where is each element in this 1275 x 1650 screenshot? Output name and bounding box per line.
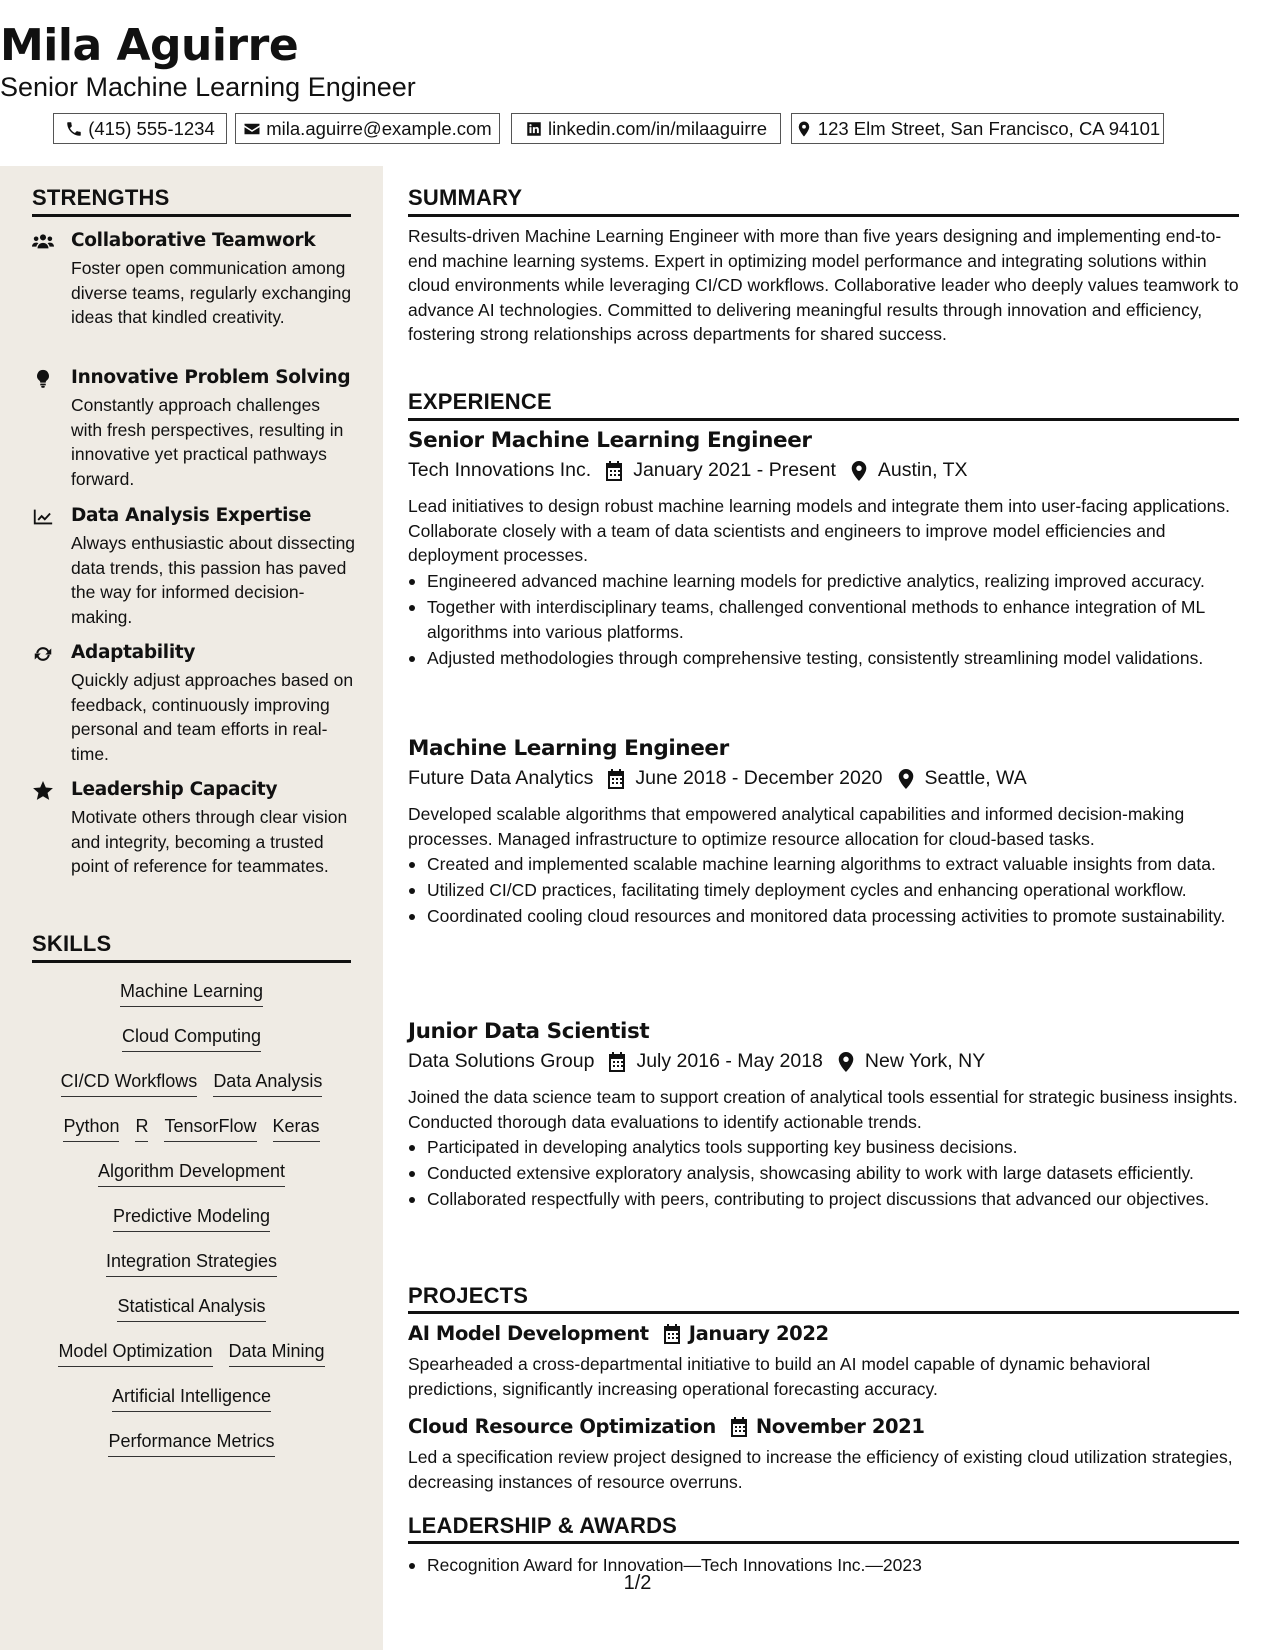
strength-description: Quickly adjust approaches based on feedback, continuously improving personal and team efforts in real-time.	[71, 670, 354, 764]
strengths-divider	[32, 214, 351, 217]
project-description: Spearheaded a cross-departmental initiative to build an AI model capable of dynamic behavioral predictions, significantly increasing operational forecasting accuracy.	[408, 1354, 1151, 1399]
job-location: Austin, TX	[877, 459, 968, 481]
linkedin-icon	[525, 120, 543, 138]
job-description: Joined the data science team to support creation of analytical tools essential for strategic business insights. Conducted thorough data evaluations to identify actionable trends.	[408, 1087, 1238, 1132]
job-meta	[408, 1050, 985, 1073]
summary-text: Results-driven Machine Learning Engineer with more than five years designing and implementing end-to-end machine learning systems. Expert in optimizing model performance and integrating solutions within cloud environments while leveraging CI/CD workflows. Collaborative leader who deeply values teamwork to advance AI technologies. Committed to delivering meaningful results through innovation and efficiency, fostering strong relationships across departments for shared success.	[408, 226, 1239, 344]
phone-icon	[65, 120, 83, 138]
job-meta	[408, 767, 1027, 790]
project-title-row	[408, 1415, 925, 1438]
job-location: Seattle, WA	[924, 767, 1027, 789]
skills-row	[32, 981, 351, 1007]
skills-row	[32, 1251, 351, 1277]
strength-title: Data Analysis Expertise	[71, 505, 312, 526]
project-title-row	[408, 1322, 829, 1345]
contact-bar	[0, 113, 1275, 145]
calendar-icon	[663, 1324, 681, 1344]
summary-heading: SUMMARY	[408, 185, 523, 210]
skills-heading: SKILLS	[32, 931, 112, 956]
skill-tag: Algorithm Development	[98, 1161, 285, 1187]
job-bullets	[408, 569, 1239, 672]
skill-tag: Statistical Analysis	[117, 1296, 265, 1322]
bullet-item: Adjusted methodologies through comprehensive testing, consistently streamlining model validations.	[408, 646, 1239, 671]
lightbulb-icon	[32, 369, 56, 389]
contact-address	[791, 113, 1164, 144]
page-number: 1/2	[623, 1572, 652, 1594]
bullet-item: Utilized CI/CD practices, facilitating timely deployment cycles and enhancing operational workflow.	[408, 878, 1239, 903]
strength-description: Motivate others through clear vision and integrity, becoming a trusted point of reference for teammates.	[71, 807, 348, 876]
award-item: Recognition Award for Innovation—Tech Innovations Inc.—2023	[408, 1553, 1239, 1578]
job-bullets	[408, 852, 1239, 930]
bullet-item: Conducted extensive exploratory analysis, showcasing ability to work with large datasets efficiently.	[408, 1161, 1239, 1186]
job-company: Tech Innovations Inc.	[408, 459, 592, 481]
skill-tag: Python	[63, 1116, 119, 1142]
strengths-heading: STRENGTHS	[32, 185, 170, 210]
project-title: Cloud Resource Optimization	[408, 1415, 716, 1438]
users-icon	[32, 232, 56, 252]
job-meta	[408, 459, 968, 482]
skill-tag: Model Optimization	[58, 1341, 212, 1367]
candidate-title: Senior Machine Learning Engineer	[0, 72, 416, 102]
contact-email-text: mila.aguirre@example.com	[266, 117, 492, 139]
calendar-icon	[608, 1052, 626, 1072]
skill-tag: R	[135, 1116, 148, 1142]
skill-tag: Artificial Intelligence	[112, 1386, 271, 1412]
contact-linkedin[interactable]	[511, 113, 781, 144]
bullet-item: Collaborated respectfully with peers, contributing to project discussions that advanced our objectives.	[408, 1187, 1239, 1212]
job-description: Developed scalable algorithms that empowered analytical capabilities and informed decision-making processes. Managed infrastructure to optimize resource allocation for cloud-based tasks.	[408, 804, 1185, 849]
skills-row	[32, 1116, 351, 1142]
strength-title: Leadership Capacity	[71, 779, 278, 800]
experience-divider	[408, 418, 1239, 421]
skill-tag: Data Analysis	[213, 1071, 322, 1097]
skills-row	[32, 1206, 351, 1232]
skills-row	[32, 1296, 351, 1322]
leadership-divider	[408, 1541, 1239, 1544]
bullet-item: Created and implemented scalable machine learning algorithms to extract valuable insights from data.	[408, 852, 1239, 877]
strength-title: Innovative Problem Solving	[71, 367, 351, 388]
contact-address-text: 123 Elm Street, San Francisco, CA 94101	[817, 117, 1161, 139]
strength-description: Always enthusiastic about dissecting data trends, this passion has paved the way for informed decision-making.	[71, 533, 356, 627]
skill-tag: Keras	[273, 1116, 320, 1142]
leadership-heading: LEADERSHIP & AWARDS	[408, 1513, 678, 1538]
skills-divider	[32, 960, 351, 963]
refresh-icon	[32, 644, 56, 664]
map-pin-icon	[850, 461, 868, 481]
job-title: Junior Data Scientist	[408, 1019, 650, 1044]
bullet-item: Coordinated cooling cloud resources and monitored data processing activities to promote sustainability.	[408, 904, 1239, 929]
project-date: November 2021	[755, 1415, 925, 1438]
job-title: Machine Learning Engineer	[408, 736, 729, 761]
map-pin-icon	[837, 1052, 855, 1072]
contact-phone[interactable]	[53, 113, 227, 144]
candidate-name: Mila Aguirre	[0, 20, 299, 71]
projects-heading: PROJECTS	[408, 1283, 529, 1308]
bullet-item: Participated in developing analytics tools supporting key business decisions.	[408, 1135, 1239, 1160]
summary-divider	[408, 214, 1239, 217]
job-bullets	[408, 1135, 1239, 1213]
star-icon	[32, 781, 56, 801]
strength-description: Constantly approach challenges with fresh perspectives, resulting in innovative yet practical pathways forward.	[71, 395, 344, 489]
strength-title: Collaborative Teamwork	[71, 230, 316, 251]
job-dates: June 2018 - December 2020	[635, 767, 883, 789]
map-pin-icon	[897, 769, 915, 789]
project-description: Led a specification review project designed to increase the efficiency of existing cloud utilization strategies, decreasing instances of resource overruns.	[408, 1447, 1233, 1492]
skill-tag: Data Mining	[229, 1341, 325, 1367]
skills-row	[32, 1386, 351, 1412]
skill-tag: Machine Learning	[120, 981, 263, 1007]
calendar-icon	[730, 1417, 748, 1437]
skill-tag: Integration Strategies	[106, 1251, 277, 1277]
strength-description: Foster open communication among diverse teams, regularly exchanging ideas that kindled creativity.	[71, 258, 352, 327]
project-title: AI Model Development	[408, 1322, 649, 1345]
calendar-icon	[605, 461, 623, 481]
contact-email[interactable]	[235, 113, 500, 144]
skills-row	[32, 1026, 351, 1052]
projects-divider	[408, 1311, 1239, 1314]
chart-line-icon	[32, 507, 56, 527]
skills-row	[32, 1341, 351, 1367]
skill-tag: Predictive Modeling	[113, 1206, 270, 1232]
job-title: Senior Machine Learning Engineer	[408, 428, 812, 453]
skill-tag: CI/CD Workflows	[61, 1071, 198, 1097]
skills-row	[32, 1431, 351, 1457]
map-pin-icon	[795, 120, 813, 138]
job-dates: January 2021 - Present	[633, 459, 836, 481]
sidebar	[0, 166, 383, 1650]
job-description: Lead initiatives to design robust machine learning models and integrate them into user-facing applications. Collaborate closely with a team of data scientists and engineers to improve model efficiencies and deployment processes.	[408, 496, 1231, 565]
skill-tag: TensorFlow	[164, 1116, 256, 1142]
job-location: New York, NY	[864, 1050, 986, 1072]
envelope-icon	[243, 120, 261, 138]
skills-row	[32, 1161, 351, 1187]
experience-heading: EXPERIENCE	[408, 389, 552, 414]
project-date: January 2022	[688, 1322, 829, 1345]
skill-tag: Cloud Computing	[122, 1026, 261, 1052]
job-dates: July 2016 - May 2018	[636, 1050, 823, 1072]
contact-phone-text: (415) 555-1234	[88, 117, 215, 139]
calendar-icon	[607, 769, 625, 789]
bullet-item: Engineered advanced machine learning models for predictive analytics, realizing improved accuracy.	[408, 569, 1239, 594]
skill-tag: Performance Metrics	[108, 1431, 274, 1457]
bullet-item: Together with interdisciplinary teams, challenged conventional methods to enhance integration of ML algorithms into various platforms.	[408, 595, 1239, 644]
job-company: Data Solutions Group	[408, 1050, 595, 1072]
contact-linkedin-text: linkedin.com/in/milaaguirre	[547, 117, 767, 139]
skills-row	[32, 1071, 351, 1097]
job-company: Future Data Analytics	[408, 767, 594, 789]
strength-title: Adaptability	[71, 642, 196, 663]
